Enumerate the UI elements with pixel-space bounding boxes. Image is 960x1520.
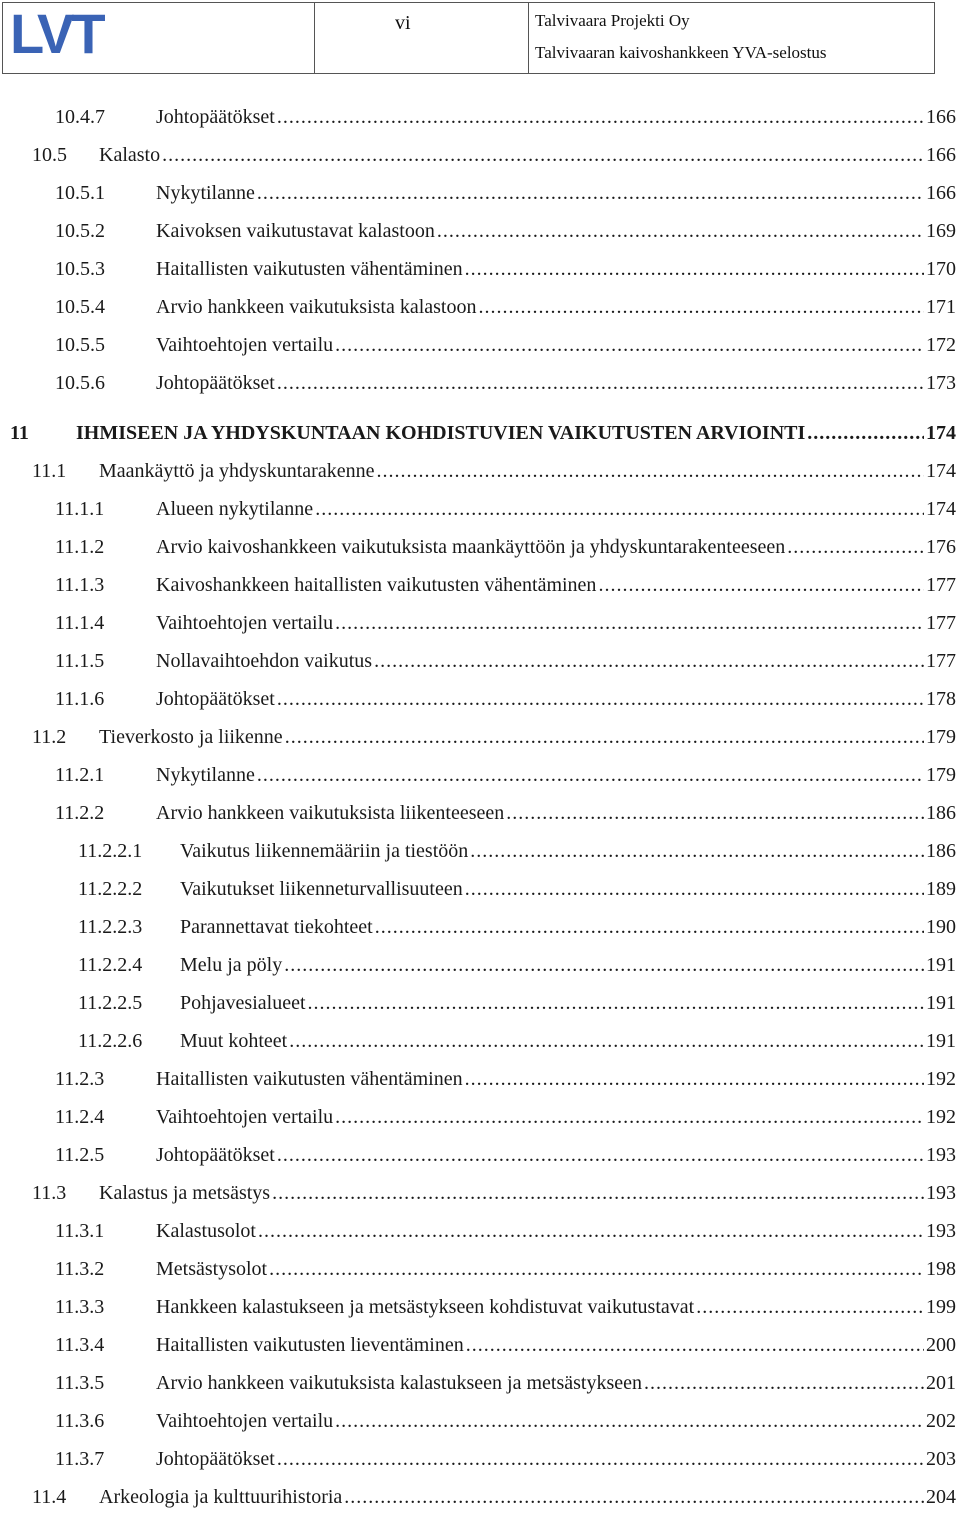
toc-entry-number: 11.2 [32,726,67,748]
toc-entry-number: 11.2.5 [55,1144,105,1166]
toc-entry-page: 174 [926,460,956,482]
document-title: Talvivaaran kaivoshankkeen YVA-selostus [535,43,827,62]
toc-entry-body [156,106,956,129]
dot-leader [465,878,924,901]
toc-entry-title: Melu ja pöly [180,954,283,976]
toc-entry-page: 191 [926,1030,956,1052]
dot-leader [335,1410,924,1433]
dot-leader [308,992,924,1015]
toc-entry-page: 170 [926,258,956,280]
toc-entry-title: Vaihtoehtojen vertailu [156,1106,334,1128]
toc-entry-body [156,258,956,281]
toc-entry-title: Pohjavesialueet [180,992,306,1014]
dot-leader [315,498,924,521]
dot-leader [335,334,924,357]
toc-entry[interactable] [0,1030,960,1064]
toc-entry-page: 174 [926,498,956,520]
toc-entry-page: 179 [926,726,956,748]
toc-entry-title: Metsästysolot [156,1258,268,1280]
toc-entry-title: Kaivoshankkeen haitallisten vaikutusten vähentäminen [156,574,597,596]
toc-entry-title: IHMISEEN JA YHDYSKUNTAAN KOHDISTUVIEN VAIKUTUSTEN ARVIOINTI [76,422,806,444]
toc-entry-number: 11.4 [32,1486,67,1508]
toc-entry-body [156,1144,956,1167]
dot-leader [375,916,924,939]
toc-entry[interactable] [0,182,960,216]
dot-leader [257,764,924,787]
toc-entry-title: Johtopäätökset [156,106,275,128]
toc-entry-body [156,536,956,559]
toc-entry[interactable] [0,650,960,684]
toc-entry-title: Vaikutukset liikenneturvallisuuteen [180,878,463,900]
toc-entry-number: 11.3.5 [55,1372,105,1394]
logo-cell [3,3,315,73]
dot-leader [598,574,924,597]
toc-entry-number: 11 [10,422,29,444]
page-number-cell [315,3,529,73]
toc-entry-page: 186 [926,802,956,824]
toc-entry-number: 10.5.5 [55,334,105,356]
toc-entry-number: 11.2.2.3 [78,916,143,938]
logo-text: LVT [10,9,103,57]
toc-entry-number: 10.5.6 [55,372,105,394]
dot-leader [376,460,924,483]
toc-entry-title: Haitallisten vaikutusten vähentäminen [156,258,463,280]
toc-entry-title: Haitallisten vaikutusten lieventäminen [156,1334,464,1356]
toc-entry[interactable] [0,498,960,532]
toc-entry[interactable] [0,1106,960,1140]
toc-entry-body [156,1258,956,1281]
company-name: Talvivaara Projekti Oy [535,11,690,30]
toc-entry-page: 176 [926,536,956,558]
lvt-logo [10,9,132,57]
toc-entry-page: 177 [926,650,956,672]
toc-entry-body [156,1448,956,1471]
toc-entry-body [156,1068,956,1091]
toc-entry[interactable] [0,144,960,178]
dot-leader [269,1258,924,1281]
toc-entry-number: 11.2.2 [55,802,105,824]
dot-leader [787,536,924,559]
toc-entry-body [156,1296,956,1319]
dot-leader [644,1372,924,1395]
toc-entry-body [156,1410,956,1433]
dot-leader [470,840,924,863]
toc-entry-body [156,688,956,711]
toc-entry-number: 11.3.3 [55,1296,105,1318]
toc-entry[interactable] [0,726,960,760]
toc-entry-title: Muut kohteet [180,1030,288,1052]
toc-entry-body [156,372,956,395]
dot-leader [696,1296,924,1319]
toc-entry[interactable] [0,1296,960,1330]
toc-entry-page: 166 [926,106,956,128]
toc-entry-title: Vaihtoehtojen vertailu [156,334,334,356]
toc-entry-body [99,1486,956,1509]
toc-entry-body [156,498,956,521]
toc-entry-title: Tieverkosto ja liikenne [99,726,283,748]
toc-entry-page: 174 [926,422,956,444]
dot-leader [277,688,924,711]
toc-entry-page: 191 [926,992,956,1014]
toc-entry-page: 199 [926,1296,956,1318]
toc-entry[interactable] [0,334,960,368]
header-info-cell [529,3,936,73]
toc-entry-body [156,1220,956,1243]
dot-leader [479,296,925,319]
toc-entry-body [156,574,956,597]
toc-entry-page: 203 [926,1448,956,1470]
toc-entry-body [99,1182,956,1205]
toc-entry-title: Alueen nykytilanne [156,498,314,520]
toc-entry[interactable] [0,372,960,406]
toc-entry-title: Johtopäätökset [156,1144,275,1166]
toc-entry-number: 11.2.2.5 [78,992,143,1014]
toc-entry[interactable] [0,878,960,912]
toc-entry-title: Haitallisten vaikutusten vähentäminen [156,1068,463,1090]
toc-entry-body [180,954,956,977]
toc-entry-title: Johtopäätökset [156,372,275,394]
toc-entry-body [156,1372,956,1395]
dot-leader [285,726,924,749]
dot-leader [162,144,924,167]
toc-entry-page: 193 [926,1182,956,1204]
toc-entry-number: 11.1.3 [55,574,105,596]
toc-entry[interactable] [0,1144,960,1178]
toc-entry[interactable] [0,612,960,646]
toc-entry-page: 177 [926,574,956,596]
toc-entry-body [99,460,956,483]
dot-leader [284,954,924,977]
toc-entry[interactable] [0,296,960,330]
toc-entry-title: Arvio hankkeen vaikutuksista kalastoon [156,296,477,318]
toc-entry[interactable] [0,1220,960,1254]
toc-entry[interactable] [0,1486,960,1520]
toc-entry-page: 166 [926,182,956,204]
dot-leader [289,1030,924,1053]
toc-entry-number: 10.5.1 [55,182,105,204]
toc-entry-page: 171 [926,296,956,318]
toc-entry[interactable] [0,460,960,494]
toc-entry-page: 192 [926,1106,956,1128]
toc-entry-number: 10.5.2 [55,220,105,242]
toc-entry-page: 166 [926,144,956,166]
toc-entry-body [156,296,956,319]
toc-entry[interactable] [0,1372,960,1406]
dot-leader [807,422,924,445]
toc-entry-page: 172 [926,334,956,356]
toc-entry-body [156,650,956,673]
toc-entry-title: Kalastus ja metsästys [99,1182,271,1204]
toc-entry[interactable] [0,764,960,798]
toc-entry[interactable] [0,258,960,292]
dot-leader [466,1334,924,1357]
toc-entry-title: Parannettavat tiekohteet [180,916,373,938]
toc-entry-number: 10.5.3 [55,258,105,280]
toc-entry-title: Vaihtoehtojen vertailu [156,612,334,634]
toc-entry-title: Johtopäätökset [156,1448,275,1470]
toc-entry-body [156,1106,956,1129]
dot-leader [374,650,924,673]
toc-entry-body [156,220,956,243]
toc-entry[interactable] [0,688,960,722]
toc-entry-number: 11.3 [32,1182,67,1204]
toc-entry-body [180,1030,956,1053]
toc-entry-number: 11.3.7 [55,1448,105,1470]
toc-entry-page: 200 [926,1334,956,1356]
toc-entry-number: 11.2.4 [55,1106,105,1128]
toc-entry[interactable] [0,954,960,988]
toc-entry-body [156,764,956,787]
toc-entry-title: Arvio hankkeen vaikutuksista liikenteeseen [156,802,505,824]
toc-entry-page: 191 [926,954,956,976]
toc-entry[interactable] [0,916,960,950]
toc-entry-body [156,802,956,825]
toc-entry[interactable] [0,422,960,456]
toc-entry-page: 192 [926,1068,956,1090]
toc-entry-page: 178 [926,688,956,710]
toc-entry-number: 11.2.2.1 [78,840,143,862]
toc-entry-number: 11.2.1 [55,764,105,786]
toc-entry[interactable] [0,1448,960,1482]
toc-entry-body [180,840,956,863]
toc-entry-title: Arkeologia ja kulttuurihistoria [99,1486,343,1508]
toc-entry-body [99,726,956,749]
toc-entry-page: 193 [926,1220,956,1242]
toc-entry[interactable] [0,574,960,608]
toc-entry-number: 11.1.4 [55,612,105,634]
toc-entry-title: Maankäyttö ja yhdyskuntarakenne [99,460,375,482]
toc-entry-page: 193 [926,1144,956,1166]
toc-entry-number: 11.2.2.4 [78,954,143,976]
toc-entry-body [99,144,956,167]
toc-entry-body [156,182,956,205]
toc-entry-page: 189 [926,878,956,900]
toc-entry-page: 177 [926,612,956,634]
toc-entry-page: 201 [926,1372,956,1394]
toc-entry-number: 11.3.4 [55,1334,105,1356]
toc-entry-title: Arvio hankkeen vaikutuksista kalastukseen ja metsästykseen [156,1372,642,1394]
toc-entry[interactable] [0,220,960,254]
toc-entry-number: 11.3.2 [55,1258,105,1280]
toc-entry-number: 11.1.1 [55,498,105,520]
toc-entry-body [180,878,956,901]
toc-entry-page: 198 [926,1258,956,1280]
toc-entry[interactable] [0,1410,960,1444]
toc-entry-page: 179 [926,764,956,786]
toc-entry-body [156,612,956,635]
dot-leader [258,1220,924,1243]
dot-leader [335,1106,924,1129]
toc-entry-body [156,334,956,357]
toc-entry[interactable] [0,840,960,874]
toc-entry[interactable] [0,536,960,570]
toc-entry-title: Nykytilanne [156,182,255,204]
toc-entry-page: 186 [926,840,956,862]
toc-entry[interactable] [0,992,960,1026]
toc-entry[interactable] [0,802,960,836]
toc-entry-title: Nykytilanne [156,764,255,786]
toc-entry-number: 10.4.7 [55,106,105,128]
toc-entry-number: 11.2.3 [55,1068,105,1090]
toc-entry-title: Kalasto [99,144,161,166]
dot-leader [335,612,924,635]
toc-entry[interactable] [0,1068,960,1102]
toc-entry-title: Vaikutus liikennemääriin ja tiestöön [180,840,469,862]
toc-entry-title: Vaihtoehtojen vertailu [156,1410,334,1432]
toc-entry-title: Arvio kaivoshankkeen vaikutuksista maankäyttöön ja yhdyskuntarakenteeseen [156,536,786,558]
toc-entry-number: 11.1 [32,460,67,482]
toc-entry-page: 190 [926,916,956,938]
toc-entry-body [156,1334,956,1357]
toc-entry[interactable] [0,1182,960,1216]
toc-entry-page: 204 [926,1486,956,1508]
toc-entry-title: Nollavaihtoehdon vaikutus [156,650,373,672]
toc-entry-number: 11.3.6 [55,1410,105,1432]
toc-entry-body [180,916,956,939]
toc-entry[interactable] [0,106,960,140]
toc-entry-number: 11.1.5 [55,650,105,672]
toc-entry[interactable] [0,1258,960,1292]
toc-entry-body [180,992,956,1015]
toc-entry-number: 11.1.2 [55,536,105,558]
dot-leader [437,220,924,243]
toc-entry-number: 11.1.6 [55,688,105,710]
toc-entry-title: Kaivoksen vaikutustavat kalastoon [156,220,435,242]
dot-leader [272,1182,924,1205]
page-header [2,2,935,74]
page-number: vi [395,12,411,34]
dot-leader [277,1144,924,1167]
toc-entry[interactable] [0,1334,960,1368]
toc-entry-number: 11.2.2.2 [78,878,143,900]
dot-leader [277,372,924,395]
dot-leader [257,182,924,205]
toc-entry-body [76,422,956,445]
toc-entry-page: 169 [926,220,956,242]
toc-entry-title: Johtopäätökset [156,688,275,710]
dot-leader [465,258,924,281]
toc-entry-page: 202 [926,1410,956,1432]
toc-entry-number: 10.5 [32,144,67,166]
dot-leader [277,1448,924,1471]
toc-entry-number: 11.2.2.6 [78,1030,143,1052]
toc-entry-number: 11.3.1 [55,1220,105,1242]
dot-leader [277,106,924,129]
dot-leader [465,1068,924,1091]
dot-leader [506,802,924,825]
toc-entry-title: Hankkeen kalastukseen ja metsästykseen kohdistuvat vaikutustavat [156,1296,695,1318]
toc-entry-number: 10.5.4 [55,296,105,318]
toc-entry-page: 173 [926,372,956,394]
toc-entry-title: Kalastusolot [156,1220,256,1242]
dot-leader [344,1486,924,1509]
